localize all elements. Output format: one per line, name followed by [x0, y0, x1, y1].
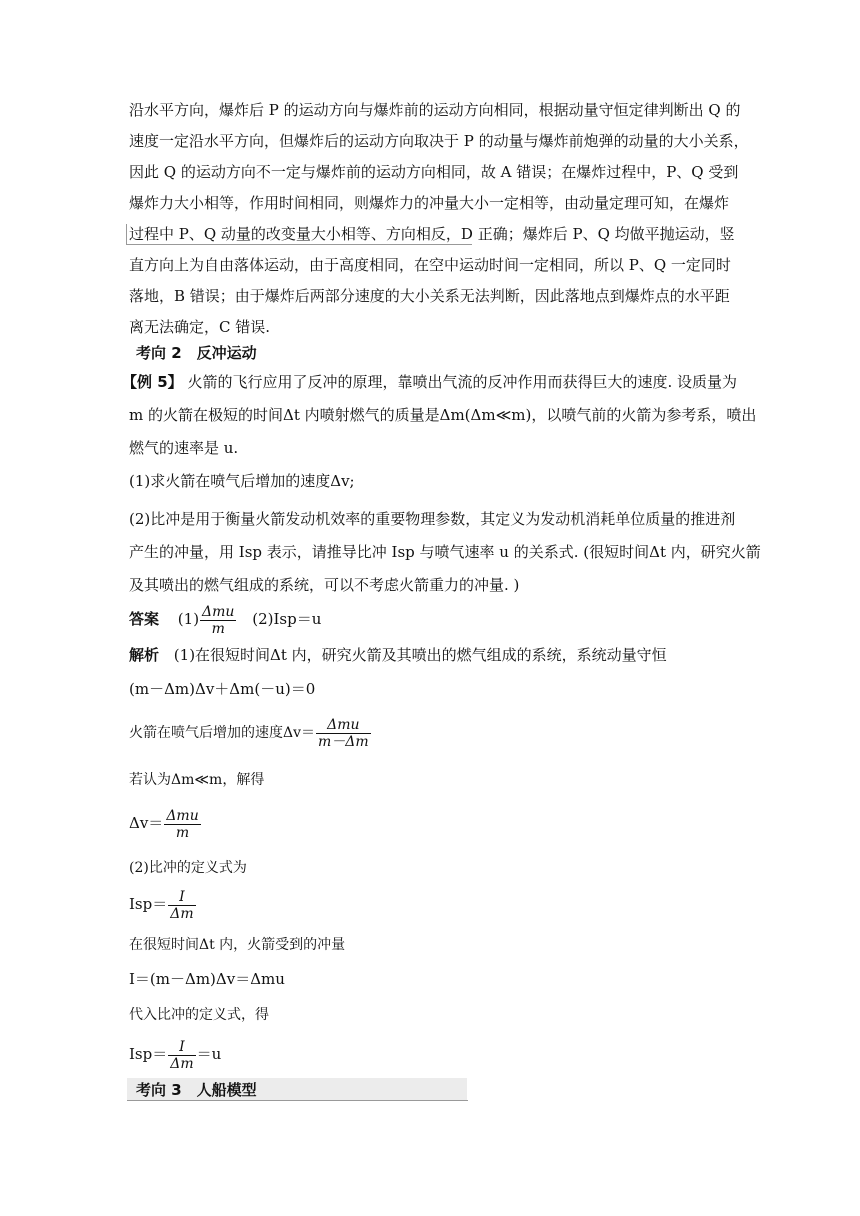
analysis-line — [129, 645, 667, 665]
section-heading: 考向 2 反冲运动 — [136, 344, 257, 362]
equation-prefix: 火箭在喷气后增加的速度Δv＝ — [129, 725, 316, 741]
equation — [129, 805, 202, 841]
fraction-numerator: Δmu — [166, 807, 199, 824]
text-line: 爆炸力大小相等，作用时间相同，则爆炸力的冲量大小一定相等，由动量定理可知，在爆炸 — [129, 194, 730, 212]
equation-prefix: Δv＝ — [129, 814, 164, 832]
fraction — [200, 604, 236, 637]
equation — [129, 714, 372, 751]
analysis-text: 若认为Δm≪m，解得 — [129, 772, 265, 788]
answer-part1-prefix: (1) — [177, 610, 200, 628]
example-label: 【例 5】 — [122, 373, 183, 391]
question-2-line: (2)比冲是用于衡量火箭发动机效率的重要物理参数，其定义为发动机消耗单位质量的推进剂 — [129, 510, 736, 528]
fraction-numerator: Δmu — [202, 603, 235, 620]
example-line — [122, 372, 737, 392]
text-line: 沿水平方向，爆炸后 P 的运动方向与爆炸前的运动方向相同，根据动量守恒定律判断出 Q 的 — [129, 101, 741, 119]
answer-part2: (2)Isp＝u — [252, 610, 322, 628]
text-line: 落地，B 错误；由于爆炸后两部分速度的大小关系无法判断，因此落地点到爆炸点的水平距 — [129, 287, 730, 305]
equation: (m－Δm)Δv＋Δm(－u)＝0 — [129, 680, 316, 698]
analysis-text: (2)比冲的定义式为 — [129, 860, 247, 876]
example-line: m 的火箭在极短的时间Δt 内喷射燃气的质量是Δm(Δm≪m)，以喷气前的火箭为参考系，喷出 — [129, 406, 757, 424]
equation-prefix: Isp＝ — [129, 1045, 168, 1063]
equation — [129, 886, 197, 922]
section-divider — [127, 1100, 468, 1101]
fraction-denominator: Δm — [170, 1055, 194, 1072]
equation-prefix: Isp＝ — [129, 895, 168, 913]
example-line: 燃气的速率是 u. — [129, 439, 239, 457]
fraction — [168, 889, 195, 922]
text-line: 因此 Q 的运动方向不一定与爆炸前的运动方向相同，故 A 错误；在爆炸过程中，P、Q 受到 — [129, 163, 739, 181]
question-2-line: 产生的冲量，用 Isp 表示，请推导比冲 Isp 与喷气速率 u 的关系式. (很短时间Δt 内，研究火箭 — [129, 543, 761, 561]
analysis-text: (1)在很短时间Δt 内，研究火箭及其喷出的燃气组成的系统，系统动量守恒 — [173, 646, 667, 664]
fraction-denominator: m — [175, 824, 190, 841]
fraction-numerator: I — [168, 1039, 195, 1056]
equation: I＝(m－Δm)Δv＝Δmu — [129, 970, 285, 988]
fraction-denominator: m — [211, 620, 225, 637]
text-line: 离无法确定，C 错误. — [129, 318, 271, 336]
equation-suffix: ＝u — [196, 1045, 222, 1063]
fraction-numerator: I — [168, 889, 195, 906]
text-line: 直方向上为自由落体运动，由于高度相同，在空中运动时间一定相同，所以 P、Q 一定同时 — [129, 256, 731, 274]
question-2-line: 及其喷出的燃气组成的系统，可以不考虑火箭重力的冲量. ) — [129, 576, 520, 594]
fraction-denominator: m－Δm — [318, 733, 369, 750]
fraction-denominator: Δm — [170, 905, 194, 922]
fraction — [168, 1039, 195, 1072]
analysis-text: 代入比冲的定义式，得 — [129, 1007, 269, 1023]
answer-line — [129, 602, 321, 637]
question-1: (1)求火箭在喷气后增加的速度Δv; — [129, 472, 355, 490]
analysis-label: 解析 — [129, 646, 160, 664]
analysis-text: 在很短时间Δt 内，火箭受到的冲量 — [129, 937, 346, 953]
fraction — [316, 717, 371, 750]
text-line: 速度一定沿水平方向，但爆炸后的运动方向取决于 P 的动量与爆炸前炮弹的动量的大小关系， — [129, 132, 749, 150]
text-line: 过程中 P、Q 动量的改变量大小相等、方向相反，D 正确；爆炸后 P、Q 均做平抛运动，竖 — [129, 225, 735, 243]
equation — [129, 1036, 221, 1072]
fraction — [164, 808, 200, 841]
answer-label: 答案 — [129, 610, 160, 628]
fraction-numerator: Δmu — [316, 717, 371, 734]
example-text: 火箭的飞行应用了反冲的原理，靠喷出气流的反冲作用而获得巨大的速度. 设质量为 — [187, 373, 737, 391]
section-heading: 考向 3 人船模型 — [136, 1081, 257, 1099]
